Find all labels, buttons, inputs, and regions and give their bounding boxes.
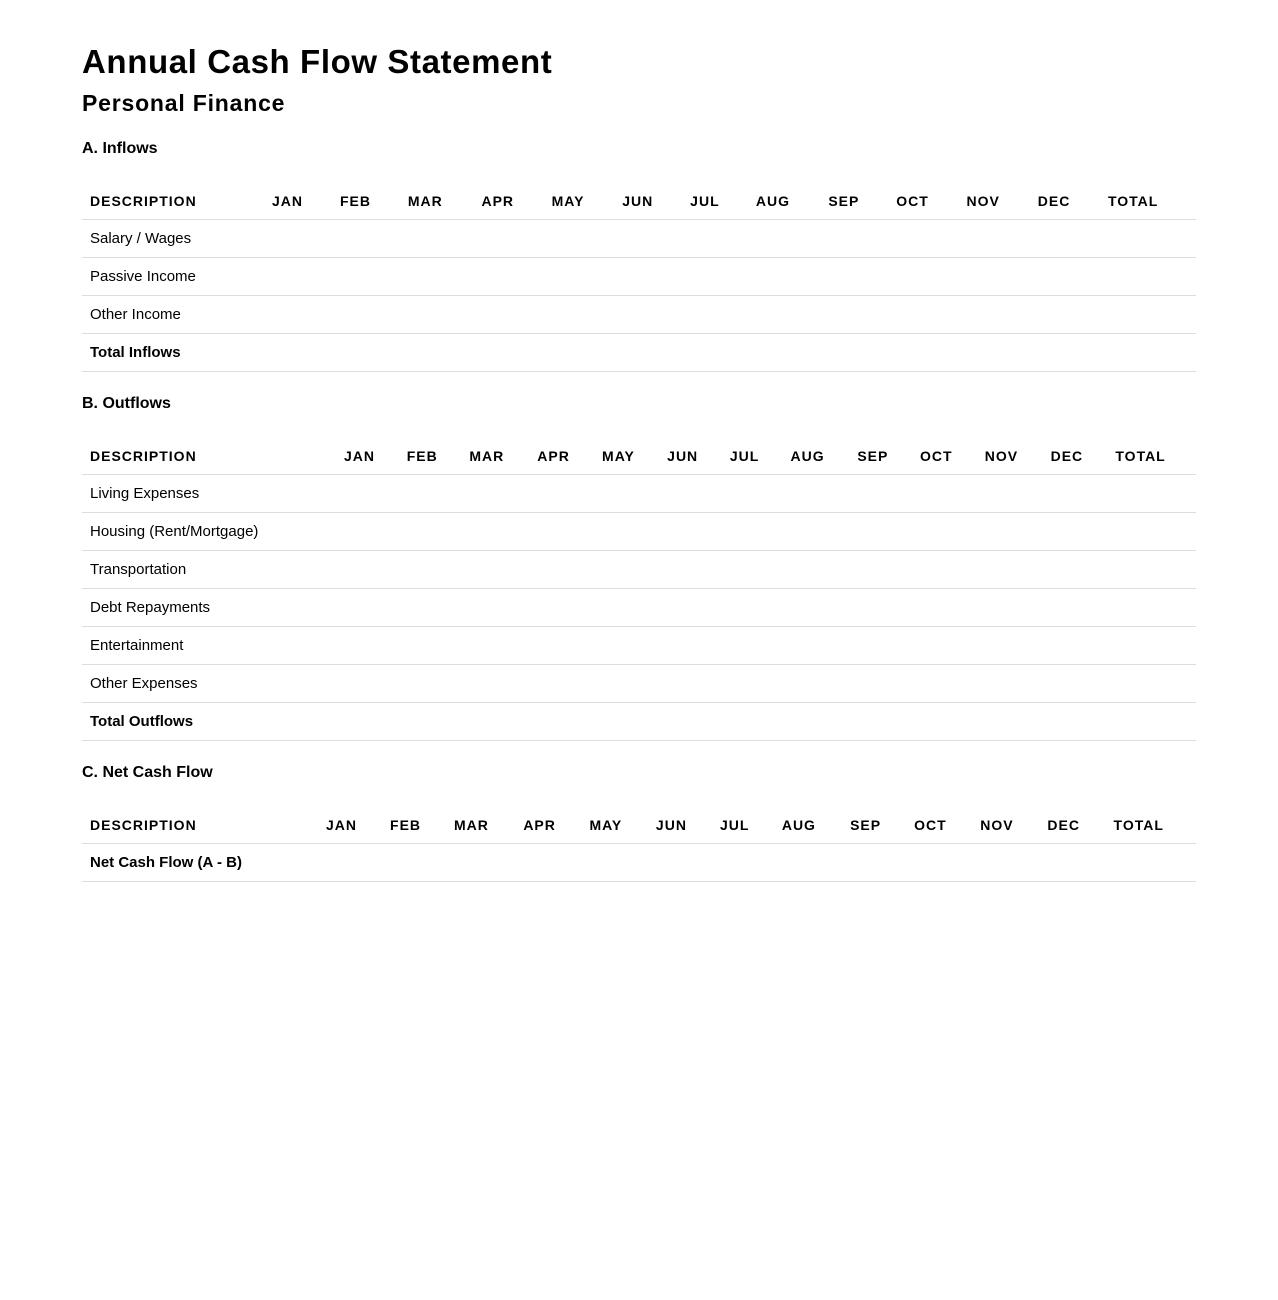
cell-jul [722,551,783,589]
cell-sep [820,296,888,334]
column-header-jun: JUN [659,437,722,475]
cell-jan [336,589,399,627]
column-header-dec: DEC [1030,182,1100,220]
row-label: Total Inflows [82,334,264,372]
cell-aug [782,513,849,551]
cell-nov [977,627,1043,665]
column-header-jul: JUL [722,437,783,475]
cell-jun [659,703,722,741]
cell-aug [748,220,820,258]
table-row [82,551,1196,589]
cell-nov [977,589,1043,627]
cell-dec [1043,589,1108,627]
cell-may [544,258,615,296]
column-header-aug: AUG [748,182,820,220]
column-header-description: DESCRIPTION [82,182,264,220]
cell-dec [1043,665,1108,703]
cell-mar [400,258,474,296]
column-header-total: TOTAL [1100,182,1196,220]
cell-oct [912,665,977,703]
cell-dec [1043,513,1108,551]
cell-mar [461,475,529,513]
cell-total [1107,665,1196,703]
cell-mar [461,589,529,627]
cell-may [594,665,659,703]
cell-may [581,844,647,882]
column-header-nov: NOV [972,806,1039,844]
row-label: Net Cash Flow (A - B) [82,844,318,882]
page-title: Annual Cash Flow Statement [82,43,553,80]
column-header-aug: AUG [774,806,842,844]
cell-jul [722,589,783,627]
cell-oct [912,627,977,665]
cell-jul [682,258,748,296]
cell-feb [399,475,462,513]
cell-mar [461,703,529,741]
cell-sep [842,844,906,882]
cell-aug [748,334,820,372]
cell-jul [682,296,748,334]
cell-jan [336,665,399,703]
cell-total [1107,627,1196,665]
cell-jun [659,513,722,551]
cell-sep [849,627,912,665]
column-header-sep: SEP [849,437,912,475]
cell-sep [849,475,912,513]
cell-jul [722,513,783,551]
row-label: Debt Repayments [82,589,336,627]
cell-oct [912,475,977,513]
cell-total [1100,258,1196,296]
cell-sep [820,258,888,296]
cell-jan [336,627,399,665]
column-header-sep: SEP [842,806,906,844]
cell-may [594,475,659,513]
cell-mar [461,551,529,589]
cell-oct [906,844,972,882]
cell-aug [748,258,820,296]
cell-apr [473,334,543,372]
total-row [82,703,1196,741]
column-header-nov: NOV [958,182,1029,220]
net-cash-flow-section-heading: C. Net Cash Flow [82,764,213,781]
column-header-mar: MAR [400,182,474,220]
table-header-row [82,806,1196,844]
cell-jan [264,334,332,372]
column-header-jul: JUL [682,182,748,220]
cell-feb [382,844,446,882]
cell-may [594,513,659,551]
cell-sep [820,334,888,372]
row-label: Entertainment [82,627,336,665]
column-header-oct: OCT [906,806,972,844]
cell-sep [849,703,912,741]
table-row [82,589,1196,627]
cell-feb [399,665,462,703]
cell-apr [515,844,581,882]
column-header-jun: JUN [614,182,682,220]
cell-jun [659,627,722,665]
cell-jun [659,475,722,513]
cell-mar [461,627,529,665]
cell-aug [782,703,849,741]
cell-dec [1043,703,1108,741]
cell-jan [264,258,332,296]
cell-jul [722,665,783,703]
cell-feb [399,551,462,589]
cell-apr [529,627,594,665]
cell-sep [849,589,912,627]
column-header-dec: DEC [1043,437,1108,475]
cell-aug [774,844,842,882]
cell-jan [336,551,399,589]
row-label: Other Income [82,296,264,334]
inflows-table [82,182,1196,372]
cell-jun [648,844,712,882]
cell-nov [977,665,1043,703]
table-row [82,513,1196,551]
cell-may [544,334,615,372]
column-header-jan: JAN [336,437,399,475]
cell-dec [1030,258,1100,296]
cell-feb [399,627,462,665]
column-header-feb: FEB [332,182,400,220]
column-header-oct: OCT [888,182,958,220]
cell-oct [912,703,977,741]
cell-dec [1030,334,1100,372]
cell-sep [849,513,912,551]
cell-oct [888,296,958,334]
outflows-table [82,437,1196,741]
cell-nov [958,334,1029,372]
cell-total [1107,551,1196,589]
table-row [82,627,1196,665]
cell-nov [977,475,1043,513]
column-header-may: MAY [581,806,647,844]
cell-apr [529,475,594,513]
cell-jul [682,220,748,258]
cell-dec [1043,627,1108,665]
cell-mar [446,844,515,882]
row-label: Housing (Rent/Mortgage) [82,513,336,551]
cell-feb [399,703,462,741]
cell-dec [1043,475,1108,513]
cell-dec [1030,296,1100,334]
cell-total [1107,513,1196,551]
cell-jan [264,296,332,334]
cell-jun [659,589,722,627]
column-header-mar: MAR [461,437,529,475]
page-subtitle: Personal Finance [82,90,286,116]
cell-aug [782,551,849,589]
cell-dec [1039,844,1105,882]
cell-apr [473,220,543,258]
column-header-total: TOTAL [1107,437,1196,475]
table-row [82,258,1196,296]
cell-jun [614,296,682,334]
column-header-description: DESCRIPTION [82,806,318,844]
cell-sep [849,665,912,703]
column-header-jun: JUN [648,806,712,844]
cell-aug [748,296,820,334]
row-label: Living Expenses [82,475,336,513]
cell-feb [399,513,462,551]
column-header-feb: FEB [382,806,446,844]
cell-oct [912,551,977,589]
cell-dec [1043,551,1108,589]
cell-nov [977,513,1043,551]
cell-apr [529,513,594,551]
cell-nov [958,220,1029,258]
cell-mar [400,334,474,372]
cell-nov [977,703,1043,741]
cell-dec [1030,220,1100,258]
cell-jan [336,513,399,551]
cell-total [1107,703,1196,741]
cell-feb [332,258,400,296]
cell-jan [264,220,332,258]
cell-aug [782,589,849,627]
column-header-oct: OCT [912,437,977,475]
row-label: Passive Income [82,258,264,296]
cell-jun [614,258,682,296]
column-header-may: MAY [544,182,615,220]
row-label: Other Expenses [82,665,336,703]
cell-jan [336,703,399,741]
column-header-feb: FEB [399,437,462,475]
cell-mar [461,513,529,551]
column-header-nov: NOV [977,437,1043,475]
table-header-row [82,437,1196,475]
cell-oct [888,220,958,258]
cell-apr [529,665,594,703]
table-row [82,665,1196,703]
cell-jan [336,475,399,513]
cell-jul [722,475,783,513]
column-header-mar: MAR [446,806,515,844]
cell-jun [614,334,682,372]
column-header-aug: AUG [782,437,849,475]
outflows-section-heading: B. Outflows [82,395,171,412]
cell-may [594,703,659,741]
cell-nov [977,551,1043,589]
column-header-description: DESCRIPTION [82,437,336,475]
table-row [82,220,1196,258]
column-header-jan: JAN [318,806,382,844]
net-cash-flow-table [82,806,1196,882]
cell-feb [332,220,400,258]
total-row [82,844,1196,882]
cell-aug [782,627,849,665]
column-header-apr: APR [529,437,594,475]
column-header-jan: JAN [264,182,332,220]
row-label: Total Outflows [82,703,336,741]
cell-jan [318,844,382,882]
cell-apr [529,589,594,627]
cell-sep [820,220,888,258]
cell-total [1106,844,1196,882]
cell-total [1107,589,1196,627]
cell-sep [849,551,912,589]
cell-may [544,296,615,334]
cell-apr [529,703,594,741]
cell-feb [399,589,462,627]
total-row [82,334,1196,372]
cell-aug [782,665,849,703]
cell-may [594,627,659,665]
cell-total [1100,296,1196,334]
column-header-may: MAY [594,437,659,475]
cell-total [1100,220,1196,258]
cell-aug [782,475,849,513]
column-header-apr: APR [473,182,543,220]
cell-oct [888,258,958,296]
cell-jul [712,844,774,882]
cell-may [594,589,659,627]
cell-mar [461,665,529,703]
column-header-sep: SEP [820,182,888,220]
cell-oct [912,513,977,551]
cell-nov [958,258,1029,296]
cell-nov [958,296,1029,334]
cell-total [1107,475,1196,513]
inflows-section-heading: A. Inflows [82,140,158,157]
table-row [82,296,1196,334]
cell-may [594,551,659,589]
cell-oct [912,589,977,627]
column-header-dec: DEC [1039,806,1105,844]
cell-feb [332,296,400,334]
cell-nov [972,844,1039,882]
cell-mar [400,296,474,334]
cell-jun [659,665,722,703]
table-header-row [82,182,1196,220]
table-row [82,475,1196,513]
column-header-jul: JUL [712,806,774,844]
cell-oct [888,334,958,372]
cell-jun [614,220,682,258]
row-label: Salary / Wages [82,220,264,258]
cell-jul [722,627,783,665]
cell-apr [529,551,594,589]
cell-jul [682,334,748,372]
cell-apr [473,258,543,296]
column-header-total: TOTAL [1106,806,1196,844]
row-label: Transportation [82,551,336,589]
cell-jul [722,703,783,741]
cell-total [1100,334,1196,372]
cell-feb [332,334,400,372]
column-header-apr: APR [515,806,581,844]
cell-may [544,220,615,258]
cell-apr [473,296,543,334]
cell-jun [659,551,722,589]
cell-mar [400,220,474,258]
